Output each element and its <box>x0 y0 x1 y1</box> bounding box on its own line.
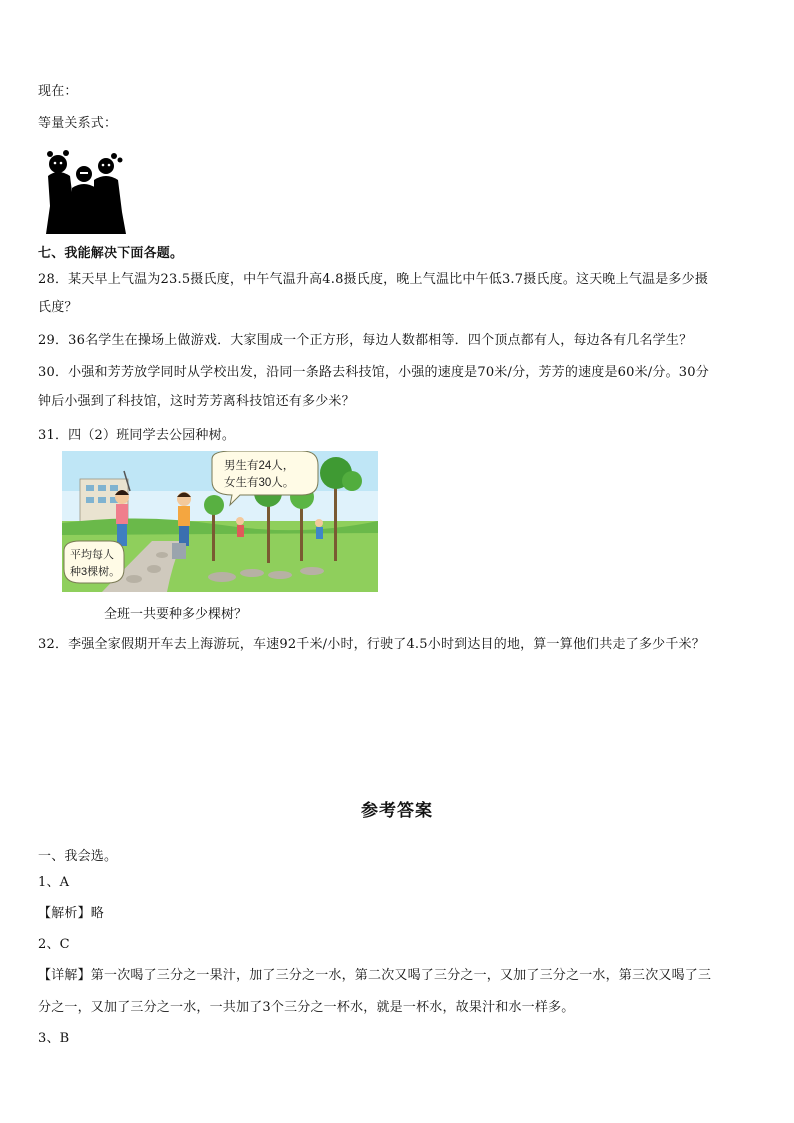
text-now: 现在： <box>38 84 78 99</box>
bubble-boys-text: 男生有24人， <box>224 460 295 472</box>
question-28-line2: 氏度？ <box>38 300 78 315</box>
answer-key-title: 参考答案 <box>361 801 433 821</box>
bubble-average-line1: 平均每人 <box>70 549 114 561</box>
answer-3: 3、B <box>38 1031 70 1046</box>
answer-2-detail-line2: 分之一，又加了三分之一水，一共加了3个三分之一杯水，就是一杯水，故果汁和水一样多。 <box>38 1000 575 1015</box>
question-32: 32．李强全家假期开车去上海游玩，车速92千米/小时，行驶了4.5小时到达目的地，算一算他们共走了多少千米？ <box>38 637 705 652</box>
bubble-girls-text: 女生有30人。 <box>224 477 295 489</box>
question-28-line1: 28．某天早上气温为23.5摄氏度，中午气温升高4.8摄氏度，晚上气温比中午低3.7摄氏度。这天晚上气温是多少摄 <box>38 272 709 287</box>
text-equation-relation: 等量关系式： <box>38 116 118 131</box>
section-7-heading: 七、我能解决下面各题。 <box>38 246 184 261</box>
question-29: 29．36名学生在操场上做游戏．大家围成一个正方形，每边人数都相等．四个顶点都有人，每边各有几名学生？ <box>38 333 693 348</box>
question-30-line1: 30．小强和芳芳放学同时从学校出发，沿同一条路去科技馆，小强的速度是70米/分，芳芳的速度是60米/分。30分 <box>38 365 709 380</box>
answer-section-1: 一、我会选。 <box>38 849 118 864</box>
bubble-average-line2: 种3棵树。 <box>70 566 121 578</box>
silhouette-illustration <box>44 148 128 236</box>
question-31: 31．四（2）班同学去公园种树。 <box>38 428 236 443</box>
answer-2: 2、C <box>38 937 70 952</box>
answer-1: 1、A <box>38 875 70 890</box>
answer-1-note: 【解析】略 <box>38 906 105 921</box>
question-30-line2: 钟后小强到了科技馆，这时芳芳离科技馆还有多少米？ <box>38 394 355 409</box>
answer-2-detail-line1: 【详解】第一次喝了三分之一果汁，加了三分之一水，第二次又喝了三分之一，又加了三分之一水，第三次又喝了三 <box>38 968 712 983</box>
figure-caption: 全班一共要种多少棵树？ <box>104 607 248 622</box>
tree-planting-illustration <box>62 451 378 592</box>
